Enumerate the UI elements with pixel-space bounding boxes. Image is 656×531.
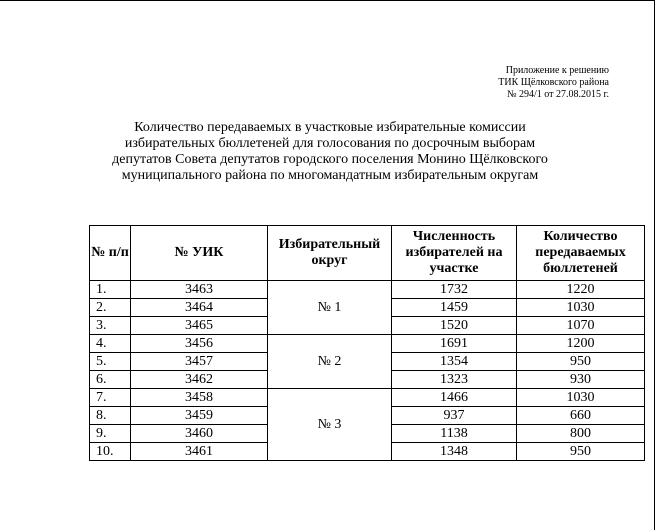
row-ballots: 1200 (517, 335, 645, 353)
title-line-1: Количество передаваемых в участковые избирательные комиссии (134, 120, 526, 135)
row-num: 4. (90, 335, 131, 353)
title-line-2: избирательных бюллетеней для голосования по досрочным выборам (124, 136, 536, 151)
title-line-4: муниципального района по многомандатным избирательным округам (121, 168, 539, 183)
row-num: 8. (90, 407, 131, 425)
table-row (90, 335, 645, 353)
row-uik: 3456 (131, 335, 268, 353)
row-uik: 3458 (131, 389, 268, 407)
row-voters: 1138 (392, 425, 517, 443)
appendix-line-1: Приложение к решению (505, 65, 609, 76)
ballots-table (89, 225, 645, 461)
row-num: 2. (90, 299, 131, 317)
row-num: 6. (90, 371, 131, 389)
row-voters: 1691 (392, 335, 517, 353)
header-ballots: Количество передаваемых бюллетеней (517, 226, 645, 281)
row-voters: 1732 (392, 281, 517, 299)
header-uik: № УИК (131, 226, 268, 281)
row-voters: 1348 (392, 443, 517, 461)
row-uik: 3465 (131, 317, 268, 335)
table-header-row (90, 226, 645, 281)
row-district: № 3 (268, 389, 392, 461)
row-ballots: 950 (517, 443, 645, 461)
row-ballots: 1070 (517, 317, 645, 335)
row-uik: 3461 (131, 443, 268, 461)
table-row (90, 389, 645, 407)
row-ballots: 1220 (517, 281, 645, 299)
document-title (80, 120, 580, 184)
row-district: № 1 (268, 281, 392, 335)
row-ballots: 950 (517, 353, 645, 371)
appendix-line-2: ТИК Щёлковского района (498, 77, 609, 88)
row-voters: 937 (392, 407, 517, 425)
row-uik: 3459 (131, 407, 268, 425)
row-ballots: 800 (517, 425, 645, 443)
row-num: 9. (90, 425, 131, 443)
title-line-3: депутатов Совета депутатов городского поселения Монино Щёлковского (112, 152, 548, 167)
row-num: 7. (90, 389, 131, 407)
row-uik: 3457 (131, 353, 268, 371)
row-voters: 1466 (392, 389, 517, 407)
row-num: 1. (90, 281, 131, 299)
row-district: № 2 (268, 335, 392, 389)
row-voters: 1354 (392, 353, 517, 371)
row-ballots: 1030 (517, 299, 645, 317)
appendix-line-3: № 294/1 от 27.08.2015 г. (506, 89, 609, 100)
row-ballots: 930 (517, 371, 645, 389)
row-num: 3. (90, 317, 131, 335)
row-num: 5. (90, 353, 131, 371)
header-voters: Численность избирателей на участке (392, 226, 517, 281)
appendix-note (498, 65, 609, 101)
table-row (90, 281, 645, 299)
row-uik: 3463 (131, 281, 268, 299)
row-ballots: 1030 (517, 389, 645, 407)
header-district: Избирательный округ (268, 226, 392, 281)
row-uik: 3464 (131, 299, 268, 317)
row-ballots: 660 (517, 407, 645, 425)
row-voters: 1459 (392, 299, 517, 317)
row-uik: 3462 (131, 371, 268, 389)
row-num: 10. (90, 443, 131, 461)
header-num: № п/п (90, 226, 131, 281)
row-voters: 1520 (392, 317, 517, 335)
row-voters: 1323 (392, 371, 517, 389)
row-uik: 3460 (131, 425, 268, 443)
